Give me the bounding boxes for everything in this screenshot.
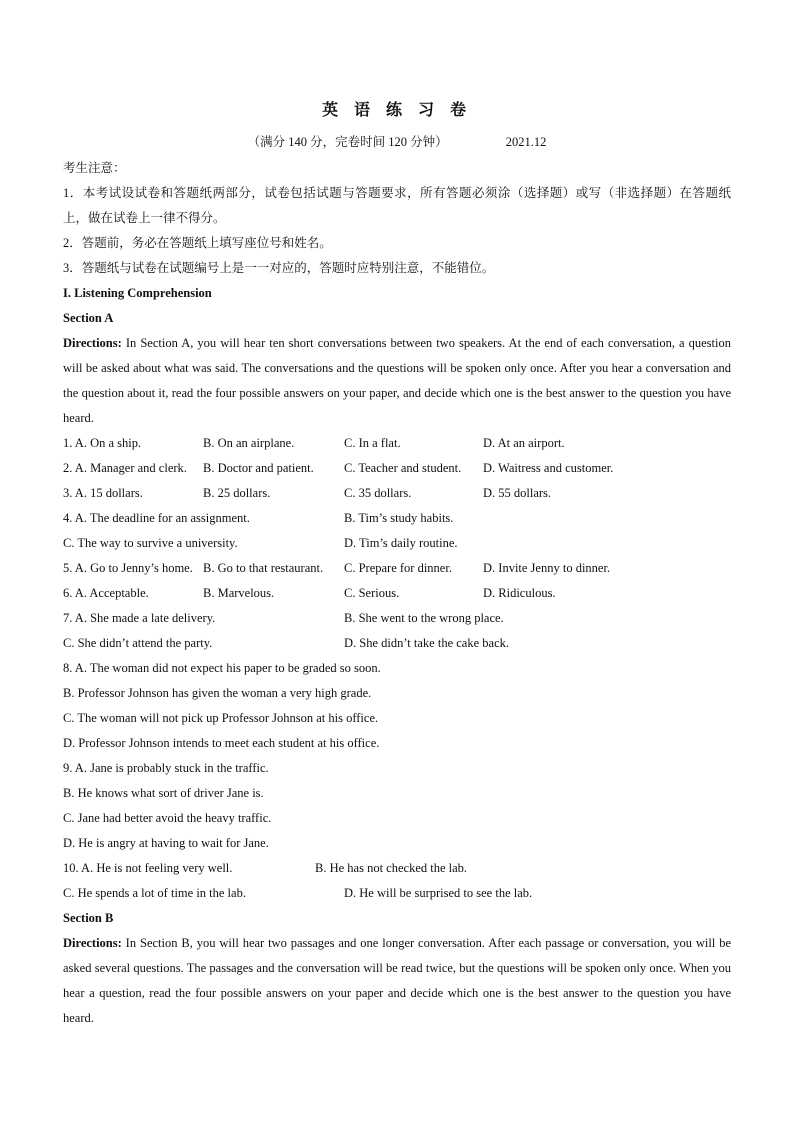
option-c: C. The way to survive a university. (63, 536, 238, 550)
directions-label: Directions: (63, 336, 122, 350)
exam-date: 2021.12 (505, 135, 547, 149)
option-b: B. Doctor and patient. (203, 461, 314, 475)
option-a: 4. A. The deadline for an assignment. (63, 511, 250, 525)
question-7-line-2 (63, 631, 731, 656)
option-a: 10. A. He is not feeling very well. (63, 861, 233, 875)
question-9-option-a: 9. A. Jane is probably stuck in the traffic. (63, 761, 269, 775)
question-8-option-a: 8. A. The woman did not expect his paper to be graded so soon. (63, 661, 381, 675)
option-a: 2. A. Manager and clerk. (63, 461, 187, 475)
option-d: D. She didn’t take the cake back. (344, 636, 509, 650)
section-a-heading: Section A (63, 311, 114, 325)
option-d: D. He will be surprised to see the lab. (344, 886, 533, 900)
option-c: C. 35 dollars. (344, 486, 412, 500)
section-a-directions (63, 331, 731, 431)
question-4-line-1 (63, 506, 731, 531)
option-d: D. 55 dollars. (483, 486, 552, 500)
question-2 (63, 456, 731, 481)
question-10-line-2 (63, 881, 731, 906)
question-3 (63, 481, 731, 506)
option-d: D. Tim’s daily routine. (344, 536, 458, 550)
option-b: B. He has not checked the lab. (315, 861, 468, 875)
question-9-option-c: C. Jane had better avoid the heavy traffic. (63, 811, 272, 825)
option-d: D. Invite Jenny to dinner. (483, 561, 611, 575)
directions-label: Directions: (63, 936, 122, 950)
option-a: 3. A. 15 dollars. (63, 486, 143, 500)
option-d: D. Waitress and customer. (483, 461, 614, 475)
directions-text: In Section B, you will hear two passages and one longer conversation. After each passage or conversation, you will be asked several questions. The passages and the conversation will be read twice, but the questions will be spoken only once. When you hear a question, read the four possible answers on your paper and decide which one is the best answer to the question you have heard. (63, 936, 731, 1025)
option-a: 7. A. She made a late delivery. (63, 611, 216, 625)
question-10-line-1 (63, 856, 731, 881)
question-5 (63, 556, 731, 581)
question-4-line-2 (63, 531, 731, 556)
option-a: 6. A. Acceptable. (63, 586, 149, 600)
notice-2: 2．答题前，务必在答题纸上填写座位号和姓名。 (63, 236, 332, 250)
option-b: B. On an airplane. (203, 436, 295, 450)
option-c: C. In a flat. (344, 436, 401, 450)
question-8-option-c: C. The woman will not pick up Professor Johnson at his office. (63, 711, 379, 725)
option-b: B. Marvelous. (203, 586, 275, 600)
option-b: B. Tim’s study habits. (344, 511, 454, 525)
option-c: C. Serious. (344, 586, 400, 600)
question-9-option-b: B. He knows what sort of driver Jane is. (63, 786, 264, 800)
question-1 (63, 431, 731, 456)
option-c: C. She didn’t attend the party. (63, 636, 213, 650)
option-d: D. At an airport. (483, 436, 565, 450)
question-8-option-d: D. Professor Johnson intends to meet each student at his office. (63, 736, 380, 750)
notice-heading: 考生注意： (63, 161, 126, 175)
part-heading: I. Listening Comprehension (63, 286, 212, 300)
section-b-heading: Section B (63, 911, 114, 925)
option-b: B. Go to that restaurant. (203, 561, 324, 575)
exam-subtitle (0, 132, 794, 150)
option-b: B. She went to the wrong place. (344, 611, 504, 625)
question-7-line-1 (63, 606, 731, 631)
option-c: C. He spends a lot of time in the lab. (63, 886, 246, 900)
page-title: 英 语 练 习 卷 (321, 102, 472, 119)
question-6 (63, 581, 731, 606)
option-a: 5. A. Go to Jenny’s home. (63, 561, 193, 575)
option-c: C. Teacher and student. (344, 461, 462, 475)
notice-1: 1．本考试设试卷和答题纸两部分，试卷包括试题与答题要求，所有答题必须涂（选择题）或写（非选择题）在答题纸上，做在试卷上一律不得分。 (63, 186, 731, 225)
notice-3: 3．答题纸与试卷在试题编号上是一一对应的，答题时应特别注意，不能错位。 (63, 261, 495, 275)
question-8-option-b: B. Professor Johnson has given the woman a very high grade. (63, 686, 372, 700)
option-c: C. Prepare for dinner. (344, 561, 452, 575)
option-b: B. 25 dollars. (203, 486, 271, 500)
option-d: D. Ridiculous. (483, 586, 556, 600)
option-a: 1. A. On a ship. (63, 436, 142, 450)
directions-text: In Section A, you will hear ten short conversations between two speakers. At the end of each conversation, a question will be asked about what was said. The conversations and the questions will be spoken only once. After you hear a conversation and the question about it, read the four possible answers on your paper, and decide which one is the best answer to the question you have heard. (63, 336, 731, 425)
question-9-option-d: D. He is angry at having to wait for Jane. (63, 836, 269, 850)
score-time-info: （满分 140 分，完卷时间 120 分钟） (247, 135, 448, 149)
section-b-directions (63, 931, 731, 1031)
exam-body (63, 156, 731, 1031)
